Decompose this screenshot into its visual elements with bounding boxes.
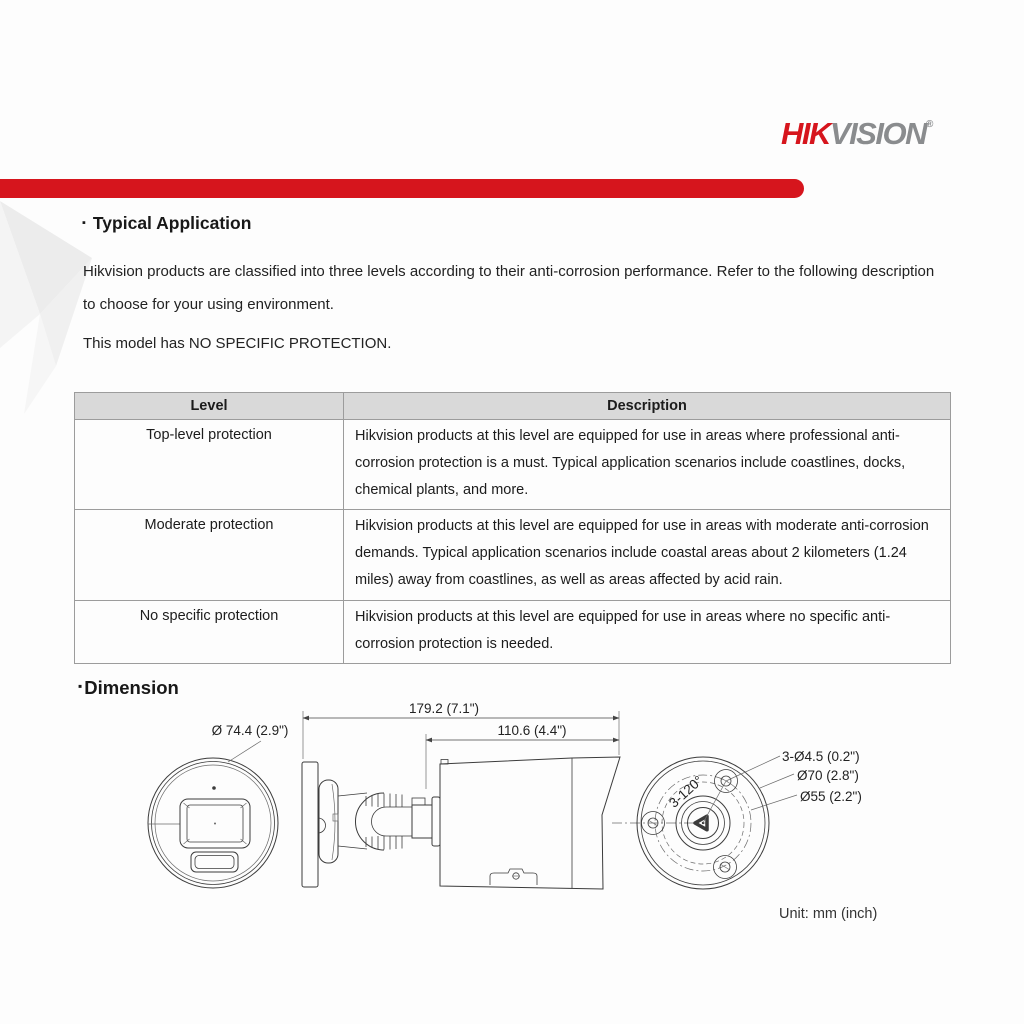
side-view-drawing <box>302 701 620 889</box>
typical-application-intro: Hikvision products are classified into three levels according to their anti-corrosion performance. Refer to the following description to choose for your using environment. <box>83 263 935 313</box>
unit-note: Unit: mm (inch) <box>779 906 878 922</box>
overall-length-label: 179.2 (7.1") <box>408 701 480 716</box>
table-header-row <box>75 393 951 420</box>
level-cell: No specific protection <box>75 600 344 664</box>
table-row <box>75 420 951 510</box>
level-cell: Top-level protection <box>75 420 344 510</box>
front-view-drawing <box>148 723 288 888</box>
bolt-circle-label: Ø55 (2.2") <box>800 789 862 804</box>
column-header-description: Description <box>344 393 951 420</box>
table-row <box>75 600 951 664</box>
body-length-label: 110.6 (4.4") <box>497 723 567 738</box>
dimension-title: Dimension <box>84 677 179 698</box>
protection-table <box>74 392 951 664</box>
description-cell: Hikvision products at this level are equipped for use in areas where professional anti-corrosion protection is a must. Typical application scenarios include coastlines, docks, chemical plants, and more. <box>344 420 951 510</box>
logo-vision-text: VISION <box>829 116 926 151</box>
screw-holes-label: 3-Ø4.5 (0.2") <box>782 749 860 764</box>
description-cell: Hikvision products at this level are equipped for use in areas where no specific anti-corrosion protection is needed. <box>344 600 951 664</box>
column-header-level: Level <box>75 393 344 420</box>
hikvision-logo <box>781 116 933 152</box>
screw-hole <box>714 856 737 879</box>
typical-application-heading <box>82 213 251 234</box>
protection-note: This model has NO SPECIFIC PROTECTION. <box>83 335 392 352</box>
camera-dimension-drawing <box>60 695 960 930</box>
description-cell: Hikvision products at this level are equipped for use in areas with moderate anti-corrosion demands. Typical application scenarios include coastal areas about 2 kilometers (1.24 miles) away from coastlines, as well as areas affected by acid rain. <box>344 510 951 600</box>
bullet-icon: ▪ <box>82 217 86 229</box>
protection-table-container <box>74 392 951 664</box>
back-view-drawing <box>612 749 862 889</box>
level-cell: Moderate protection <box>75 510 344 600</box>
front-diameter-label: Ø 74.4 (2.9") <box>211 723 289 738</box>
bullet-icon: ▪ <box>78 679 83 693</box>
outer-circle-label: Ø70 (2.8") <box>797 768 859 783</box>
typical-application-title: Typical Application <box>92 213 252 233</box>
hole-angle-label: 3-120° <box>666 772 706 811</box>
red-divider-bar <box>0 179 804 198</box>
logo-hik-text: HIK <box>781 116 830 151</box>
registered-trademark-icon: ® <box>925 119 934 130</box>
table-row <box>75 510 951 600</box>
